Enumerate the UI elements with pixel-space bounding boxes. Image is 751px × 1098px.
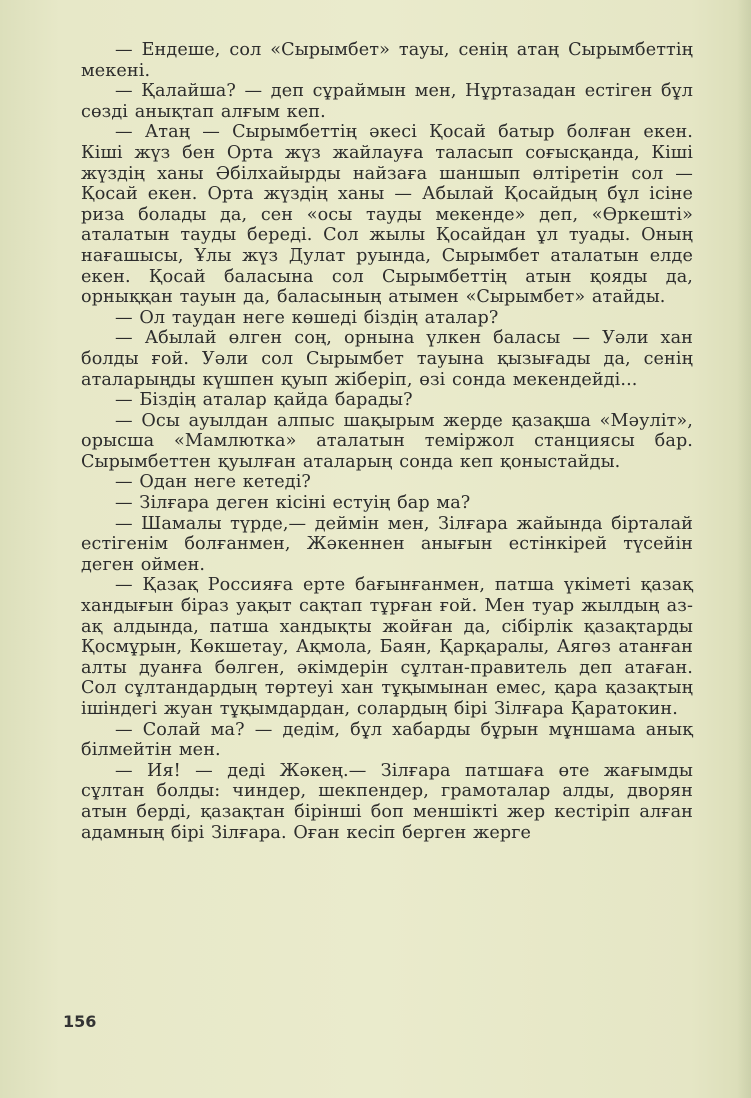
- paragraph: — Қазақ Россияға ерте бағынғанмен, патша үкіметі қазақ хандығын біраз уақыт сақтап тұрған ғой. Мен туар жылдың аз-ақ алдында, патша хандықты жойған да, сібірлік қазақтарды Қосмұрын, Көкшетау, Ақмола, Баян, Қарқаралы, Аягөз атанған алты дуанға бөлген, әкімдерін сұлтан-правитель деп атаған. Сол сұлтандардың төртеуі хан тұқымынан емес, қара қазақтың ішіндегі жуан тұқымдардан, солардың бірі Зілғара Қаратокин.: [81, 575, 693, 719]
- page-edge-shadow: [737, 0, 751, 1098]
- paragraph: — Солай ма? — дедім, бұл хабарды бұрын мұншама анық білмейтін мен.: [81, 719, 693, 761]
- paragraph: — Ия! — деді Жәкең.— Зілғара патшаға өте жағымды сұлтан болды: чиндер, шекпендер, грамоталар алды, дворян атын берді, қазақтан бірінші боп меншікті жер кестіріп алған адамның бірі Зілғара. Оған кесіп берген жерге: [81, 760, 693, 843]
- paragraph: — Ол таудан неге көшеді біздің аталар?: [115, 307, 499, 328]
- paragraph: — Зілғара деген кісіні естуің бар ма?: [115, 493, 471, 514]
- book-page-text: [81, 40, 693, 843]
- paragraph: — Қалайша? — деп сұраймын мен, Нұртазадан естіген бұл сөзді анықтап алғым кеп.: [81, 81, 693, 122]
- paragraph: — Одан неге кетеді?: [115, 472, 311, 493]
- paragraph: — Атаң — Сырымбеттің әкесі Қосай батыр болған екен. Кіші жүз бен Орта жүз жайлауға таласып соғысқанда, Кіші жүздің ханы Әбілхайырды найзаға шаншып өлтіретін сол — Қосай екен. Орта жүздің ханы — Абылай Қосайдың бұл ісіне риза болады да, сен «осы тауды мекенде» деп, «Өркешті» аталатын тауды береді. Сол жылы Қосайдан ұл туады. Оның нағашысы, Ұлы жүз Дулат руында, Сырымбет аталатын елде екен. Қосай баласына сол Сырымбеттің атын қояды да, орныққан тауын да, баласының атымен «Сырымбет» атайды.: [81, 122, 693, 308]
- paragraph: — Ендеше, сол «Сырымбет» тауы, сенің атаң Сырымбеттің мекені.: [81, 40, 693, 81]
- paragraph: — Біздің аталар қайда барады?: [115, 390, 413, 411]
- paragraph: — Шамалы түрде,— деймін мен, Зілғара жайында бірталай естігенім болғанмен, Жәкеннен анығын естінкірей түсейін деген оймен.: [81, 513, 693, 575]
- paragraph: — Осы ауылдан алпыс шақырым жерде қазақша «Мәуліт», орысша «Мамлютка» аталатын теміржол станциясы бар. Сырымбеттен қуылған аталарың сонда кеп қоныстайды.: [81, 410, 693, 472]
- paragraph: — Абылай өлген соң, орнына үлкен баласы — Уәли хан болды ғой. Уәли сол Сырымбет тауына қызығады да, сенің аталарыңды күшпен қуып жібеpiп, өзі сонда мекендейді...: [81, 328, 693, 390]
- page-number: 156: [63, 1012, 97, 1031]
